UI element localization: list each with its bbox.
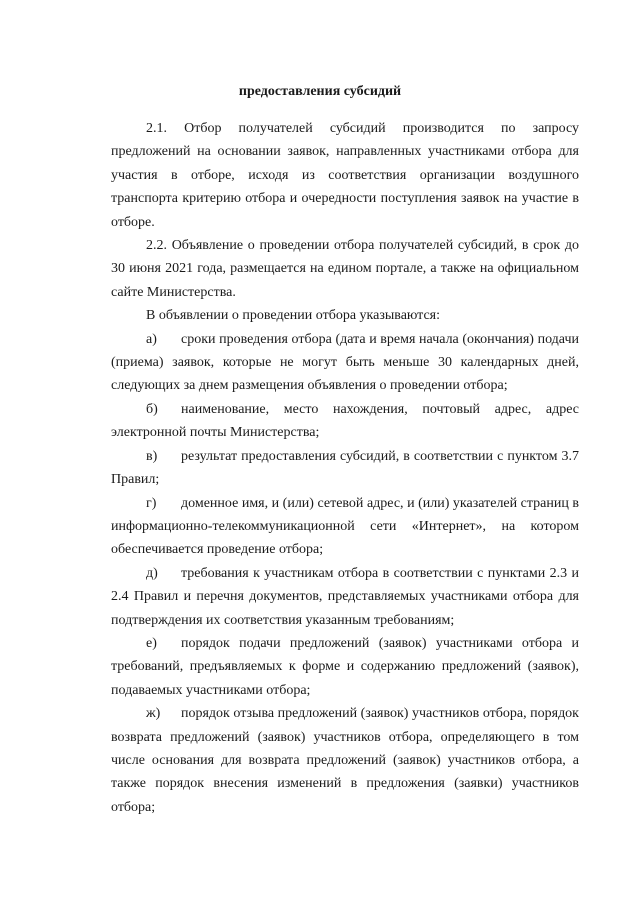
- list-item-text: порядок отзыва предложений (заявок) участников отбора, порядок возврата предложений (заявок) участников отбора, определяющего в том числе основания для возврата предложений (заявок) участников отбора, а также порядок внесения изменений в предложения (заявки) участников отбора;: [111, 706, 579, 815]
- list-item-text: порядок подачи предложений (заявок) участниками отбора и требований, предъявляемых к форме и содержанию предложений (заявок), подаваемых участниками отбора;: [111, 635, 579, 698]
- document-body: [111, 117, 579, 819]
- list-item-text: сроки проведения отбора (дата и время начала (окончания) подачи (приема) заявок, которые не могут быть меньше 30 календарных дней, следующих за днем размещения объявления о проведении отбора;: [111, 331, 579, 394]
- list-item: [111, 398, 579, 445]
- paragraph-intro: В объявлении о проведении отбора указываются:: [146, 308, 441, 324]
- paragraph-2-2: 2.2. Объявление о проведении отбора получателей субсидий, в срок до 30 июня 2021 года, размещается на едином портале, а также на официальном сайте Министерства.: [111, 238, 579, 300]
- list-item: [111, 632, 579, 702]
- list-item: [111, 328, 579, 398]
- list-marker: а): [146, 331, 157, 347]
- list-item-text: наименование, место нахождения, почтовый адрес, адрес электронной почты Министерства;: [111, 401, 579, 441]
- list-item-text: требования к участникам отбора в соответствии с пунктами 2.3 и 2.4 Правил и перечня документов, представляемых участниками отбора для подтверждения их соответствия указанным требованиям;: [111, 565, 579, 628]
- list-marker: в): [146, 448, 158, 464]
- list-marker: г): [146, 495, 157, 511]
- list-item: [111, 445, 579, 492]
- list-item: [111, 702, 579, 819]
- list-marker: е): [146, 635, 157, 651]
- list-marker: д): [146, 565, 158, 581]
- section-heading: предоставления субсидий: [238, 84, 402, 99]
- list-item-text: доменное имя, и (или) сетевой адрес, и (или) указателей страниц в информационно-телекоммуникационной сети «Интернет», на котором обеспечивается проведение отбора;: [111, 495, 579, 558]
- list-item: [111, 562, 579, 632]
- list-item-text: результат предоставления субсидий, в соответствии с пунктом 3.7 Правил;: [111, 448, 579, 488]
- list-marker: б): [146, 401, 158, 417]
- list-item: [111, 492, 579, 562]
- paragraph-2-1: 2.1. Отбор получателей субсидий производится по запросу предложений на основании заявок, направленных участниками отбора для участия в отборе, исходя из соответствия организации воздушного транспорта критерию отбора и очередности поступления заявок на участие в отборе.: [111, 121, 579, 230]
- list-marker: ж): [146, 706, 161, 722]
